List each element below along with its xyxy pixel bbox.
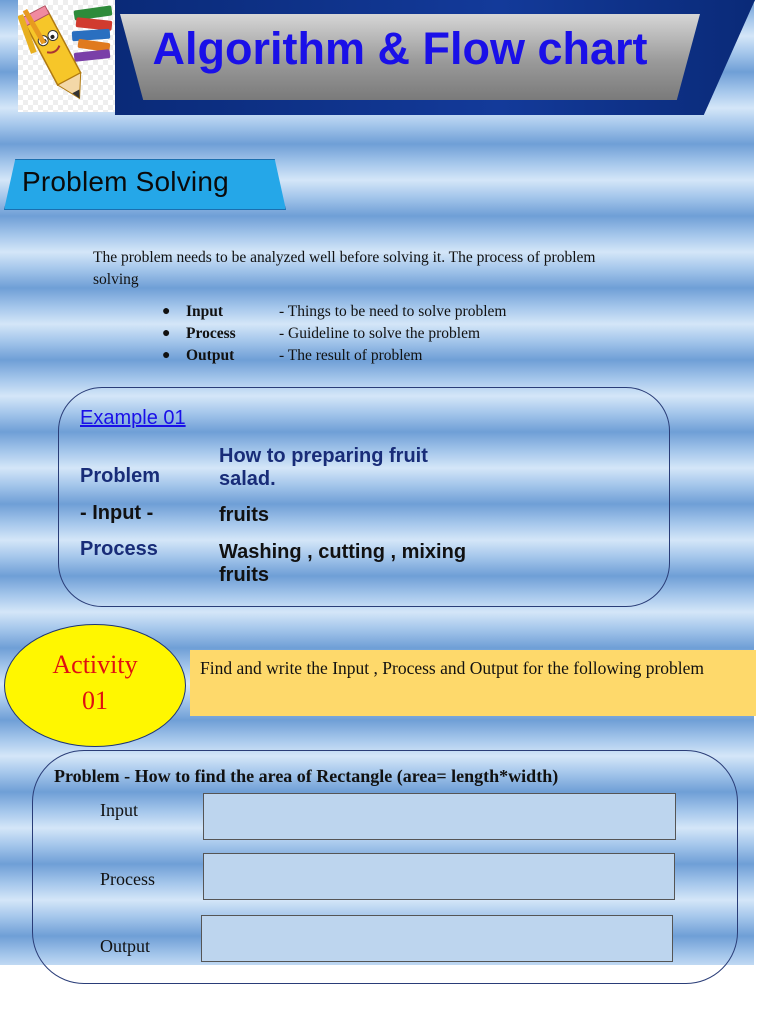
bullet-icon: ● [162, 304, 171, 319]
output-answer-field[interactable] [201, 915, 673, 962]
example-input-value: fruits [219, 504, 269, 526]
input-answer-field[interactable] [203, 793, 676, 840]
process-list [162, 301, 506, 367]
logo [18, 0, 116, 112]
page-title: Algorithm & Flow chart [152, 23, 648, 74]
list-item-term: Process [186, 325, 236, 342]
list-item-term: Input [186, 303, 224, 320]
example-process-label: Process [80, 538, 158, 560]
list-item [162, 301, 506, 323]
process-label: Process [100, 869, 155, 889]
example-problem-value: How to preparing fruit salad. [219, 445, 428, 490]
example-input-label: - Input - [80, 502, 154, 524]
input-label: Input [100, 800, 138, 820]
list-item-desc: - Things to be need to solve problem [279, 303, 507, 320]
activity-title [4, 647, 186, 719]
process-answer-field[interactable] [203, 853, 675, 900]
activity-title-line1: Activity [52, 650, 138, 679]
pencil-books-icon [18, 0, 116, 112]
activity-instruction: Find and write the Input , Process and Output for the following problem [190, 650, 756, 716]
list-item-term: Output [186, 347, 235, 364]
list-item-desc: - Guideline to solve the problem [279, 325, 481, 342]
example-process-value: Washing , cutting , mixing fruits [219, 541, 467, 586]
example-title-link[interactable]: Example 01 [80, 407, 186, 429]
problem-title: Problem - How to find the area of Rectangle (area= length*width) [54, 766, 559, 786]
example-problem-label: Problem [80, 465, 161, 487]
list-item-desc: - The result of problem [279, 347, 423, 364]
bullet-icon: ● [162, 326, 171, 341]
output-label: Output [100, 936, 151, 956]
list-item [162, 345, 506, 367]
activity-title-line2: 01 [82, 686, 108, 715]
intro-paragraph: The problem needs to be analyzed well before solving it. The process of problem solving [93, 249, 596, 288]
list-item [162, 323, 506, 345]
bullet-icon: ● [162, 348, 171, 363]
section-title: Problem Solving [22, 166, 229, 197]
